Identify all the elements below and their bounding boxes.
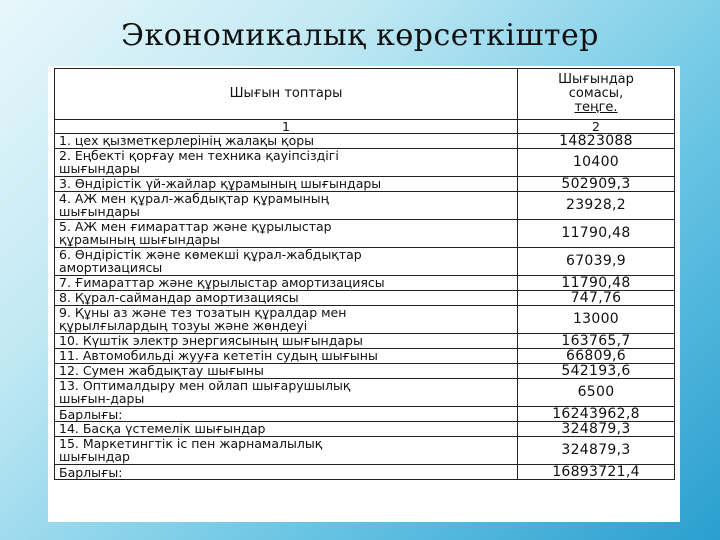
table-row [55,437,675,465]
table-row [55,149,675,177]
table-header-row [55,69,675,120]
table-row [55,379,675,407]
row-label: 5. АЖ мен ғимараттар және құрылыстар құрамының шығындары [55,220,518,248]
row-label: 14. Басқа үстемелік шығындар [55,422,518,437]
row-value: 11790,48 [518,220,675,248]
row-value: 23928,2 [518,192,675,220]
table-row [55,192,675,220]
row-value: 502909,3 [518,177,675,192]
table-row [55,134,675,149]
row-label: 4. АЖ мен құрал-жабдықтар құрамының шығындары [55,192,518,220]
table-row [55,248,675,276]
expense-table [54,68,675,480]
column-number-2: 2 [518,120,675,134]
column-number-row [55,120,675,134]
row-label: 12. Сумен жабдықтау шығыны [55,364,518,379]
row-value: 16243962,8 [518,407,675,422]
table-row [55,364,675,379]
table-row [55,334,675,349]
expense-table-panel [48,66,680,522]
row-value: 14823088 [518,134,675,149]
row-value: 324879,3 [518,422,675,437]
row-value: 16893721,4 [518,465,675,480]
row-value: 13000 [518,306,675,334]
row-label: Барлығы: [55,407,518,422]
row-label: 1. цех қызметкерлерінің жалақы қоры [55,134,518,149]
page-title: Экономикалық көрсеткіштер [121,18,599,53]
row-value: 67039,9 [518,248,675,276]
row-label: 8. Құрал-саймандар амортизациясы [55,291,518,306]
table-row [55,306,675,334]
row-value: 10400 [518,149,675,177]
header-expense-amount: Шығындар сомасы, теңге. [518,69,675,120]
row-value: 747,76 [518,291,675,306]
table-row [55,276,675,291]
row-value: 324879,3 [518,437,675,465]
row-label: 15. Маркетингтік іс пен жарнамалылық шығындар [55,437,518,465]
row-label: 10. Күштік электр энергиясының шығындары [55,334,518,349]
row-label: 3. Өндірістік үй-жайлар құрамының шығындары [55,177,518,192]
row-label: 9. Құны аз және тез тозатын құралдар мен құрылғылардың тозуы және жөндеуі [55,306,518,334]
table-row [55,177,675,192]
row-label: 6. Өндірістік және көмекші құрал-жабдықтар амортизациясы [55,248,518,276]
row-value: 542193,6 [518,364,675,379]
row-value: 6500 [518,379,675,407]
row-label: Барлығы: [55,465,518,480]
row-value: 163765,7 [518,334,675,349]
total-row [55,465,675,480]
column-number-1: 1 [55,120,518,134]
header-expense-groups: Шығын топтары [55,69,518,120]
table-row [55,349,675,364]
row-value: 11790,48 [518,276,675,291]
row-label: 7. Ғимараттар және құрылыстар амортизациясы [55,276,518,291]
subtotal-row [55,407,675,422]
table-row [55,220,675,248]
table-row [55,291,675,306]
row-value: 66809,6 [518,349,675,364]
row-label: 13. Оптималдыру мен ойлап шығарушылық шығын-дары [55,379,518,407]
row-label: 2. Еңбекті қорғау мен техника қауіпсіздігі шығындары [55,149,518,177]
table-row [55,422,675,437]
row-label: 11. Автомобильді жууға кететін судың шығыны [55,349,518,364]
